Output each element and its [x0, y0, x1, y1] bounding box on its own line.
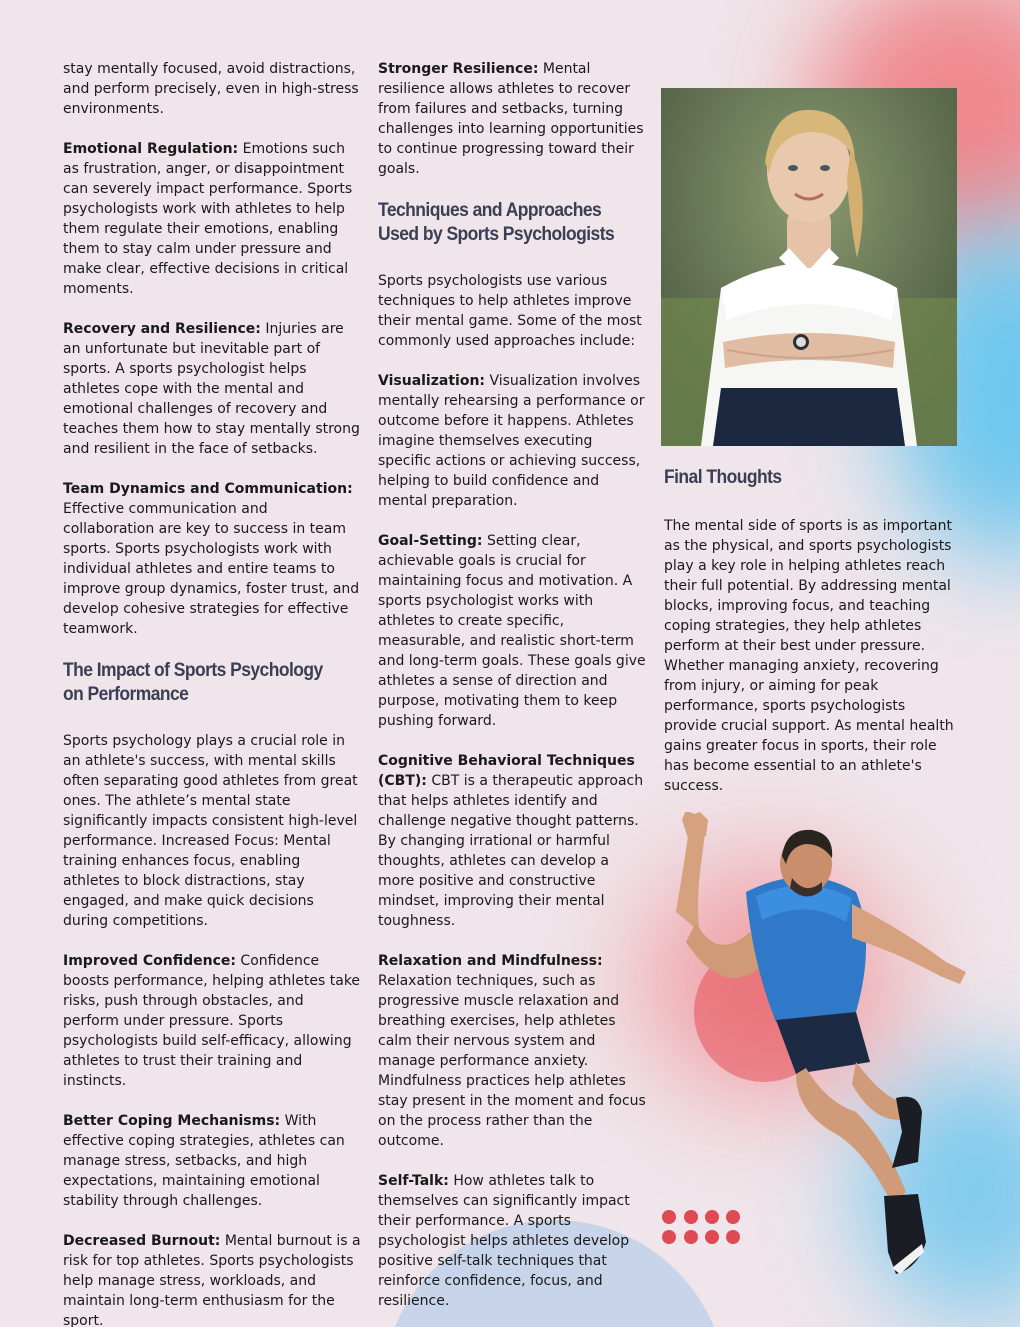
dot: [726, 1210, 740, 1224]
term-cbt: Cognitive Behavioral Techniques (CBT):: [378, 753, 635, 789]
decorative-dots: [662, 1210, 742, 1246]
term-resilience: Stronger Resilience:: [378, 61, 539, 77]
text-relaxation: Relaxation techniques, such as progressive muscle relaxation and breathing exercises, help athletes calm their nervous system and manage performance anxiety. Mindfulness practices help athletes stay present in the moment and focus on the process rather than the outcome.: [378, 973, 646, 1149]
dot: [684, 1210, 698, 1224]
photo-sports-psychologist: [661, 88, 957, 446]
dot: [662, 1230, 676, 1244]
term-emotional-regulation: Emotional Regulation:: [63, 141, 239, 157]
intro-paragraph: stay mentally focused, avoid distractions, and perform precisely, even in high-stress environments.: [63, 61, 359, 117]
text-self-talk: How athletes talk to themselves can significantly impact their performance. A sports psychologist helps athletes develop positive self-talk techniques that reinforce confidence, focus, and resilience.: [378, 1173, 630, 1309]
term-burnout: Decreased Burnout:: [63, 1233, 221, 1249]
paragraph-cbt: [378, 751, 646, 931]
paragraph-burnout: [63, 1231, 361, 1327]
term-recovery: Recovery and Resilience:: [63, 321, 261, 337]
column-right: [664, 466, 954, 816]
text-visualization: Visualization involves mentally rehearsing a performance or outcome before it happens. Athletes imagine themselves executing specific actions or achieving success, helping to build confidence and mental preparation.: [378, 373, 645, 509]
dot: [705, 1230, 719, 1244]
text-emotional-regulation: Emotions such as frustration, anger, or disappointment can severely impact performance. Sports psychologists work with athletes to help them regulate their emotions, enabling them to stay calm under pressure and make clear, effective decisions in critical moments.: [63, 141, 353, 297]
text-burnout: Mental burnout is a risk for top athletes. Sports psychologists help manage stress, workloads, and maintain long-term enthusiasm for the sport.: [63, 1233, 361, 1327]
dot: [662, 1210, 676, 1224]
paragraph-impact: Sports psychology plays a crucial role in an athlete's success, with mental skills often separating good athletes from great ones. The athlete’s mental state significantly impacts consistent high-level performance. Increased Focus: Mental training enhances focus, enabling athletes to block distractions, stay engaged, and make quick decisions during competitions.: [63, 733, 358, 929]
term-goal-setting: Goal-Setting:: [378, 533, 483, 549]
paragraph-techniques-intro: Sports psychologists use various techniques to help athletes improve their mental game. Some of the most commonly used approaches include:: [378, 273, 642, 349]
paragraph-emotional-regulation: [63, 139, 361, 299]
term-self-talk: Self-Talk:: [378, 1173, 449, 1189]
text-resilience: Mental resilience allows athletes to recover from failures and setbacks, turning challenges into learning opportunities to continue progressing toward their goals.: [378, 61, 644, 177]
dot: [726, 1230, 740, 1244]
paragraph-team-dynamics: [63, 479, 361, 639]
paragraph-visualization: [378, 371, 646, 511]
paragraph-confidence: [63, 951, 361, 1091]
paragraph-self-talk: [378, 1171, 646, 1311]
column-left: [63, 59, 361, 1327]
column-middle: [378, 59, 646, 1327]
text-cbt: CBT is a therapeutic approach that helps athletes identify and challenge negative thought patterns. By changing irrational or harmful thoughts, athletes can develop a more positive and constructive mindset, improving their mental toughness.: [378, 773, 644, 929]
paragraph-relaxation: [378, 951, 646, 1151]
paragraph-goal-setting: [378, 531, 646, 731]
term-team-dynamics: Team Dynamics and Communication:: [63, 481, 353, 497]
text-coping: With effective coping strategies, athletes can manage stress, setbacks, and high expectations, maintaining emotional stability through challenges.: [63, 1113, 345, 1209]
term-relaxation: Relaxation and Mindfulness:: [378, 953, 603, 969]
text-recovery: Injuries are an unfortunate but inevitable part of sports. A sports psychologist helps athletes cope with the mental and emotional challenges of recovery and teaches them how to stay mentally strong and resilient in the face of setbacks.: [63, 321, 360, 457]
text-confidence: Confidence boosts performance, helping athletes take risks, push through obstacles, and perform under pressure. Sports psychologists build self-efficacy, allowing athletes to trust their training and instincts.: [63, 953, 361, 1089]
dot: [705, 1210, 719, 1224]
paragraph-recovery: [63, 319, 361, 459]
term-confidence: Improved Confidence:: [63, 953, 236, 969]
heading-impact: The Impact of Sports Psychology on Performance: [63, 660, 323, 705]
heading-final-thoughts: Final Thoughts: [664, 467, 782, 488]
dot: [684, 1230, 698, 1244]
heading-techniques: Techniques and Approaches Used by Sports Psychologists: [378, 200, 615, 245]
paragraph-coping: [63, 1111, 361, 1211]
term-coping: Better Coping Mechanisms:: [63, 1113, 281, 1129]
paragraph-resilience: [378, 59, 646, 179]
text-team-dynamics: Effective communication and collaboration are key to success in team sports. Sports psychologists work with individual athletes and entire teams to improve group dynamics, foster trust, and develop cohesive strategies for effective teamwork.: [63, 501, 360, 637]
term-visualization: Visualization:: [378, 373, 486, 389]
paragraph-final-thoughts: The mental side of sports is as important as the physical, and sports psychologists play a key role in helping athletes reach their full potential. By addressing mental blocks, improving focus, and teaching coping strategies, they help athletes perform at their best under pressure. Whether managing anxiety, recovering from injury, or aiming for peak performance, sports psychologists provide crucial support. As mental health gains greater focus in sports, their role has become essential to an athlete's success.: [664, 518, 954, 794]
text-goal-setting: Setting clear, achievable goals is crucial for maintaining focus and motivation. A sports psychologist works with athletes to create specific, measurable, and realistic short-term and long-term goals. These goals give athletes a sense of direction and purpose, motivating them to keep pushing forward.: [378, 533, 646, 729]
